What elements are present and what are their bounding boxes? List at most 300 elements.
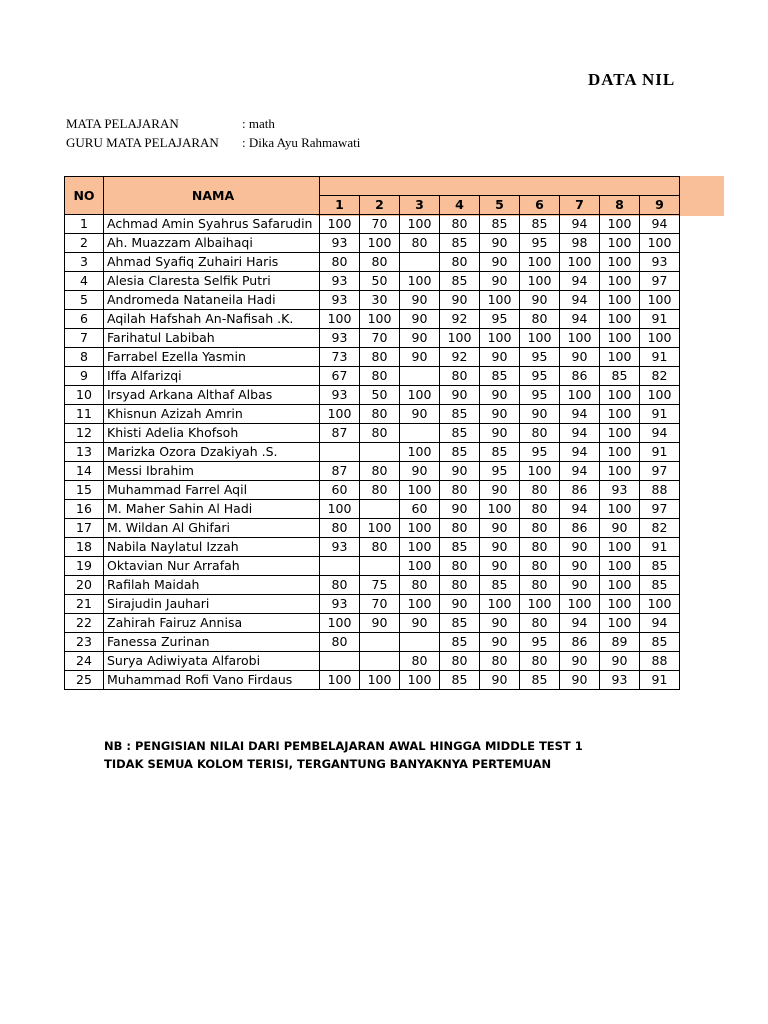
score-cell: 100 bbox=[320, 310, 360, 329]
row-number: 15 bbox=[65, 481, 104, 500]
score-cell: 100 bbox=[600, 595, 640, 614]
score-cell: 80 bbox=[400, 652, 440, 671]
row-number: 16 bbox=[65, 500, 104, 519]
score-cell: 80 bbox=[320, 253, 360, 272]
score-cell: 85 bbox=[520, 671, 560, 690]
table-row bbox=[65, 671, 680, 690]
score-cell: 85 bbox=[440, 424, 480, 443]
score-cell: 100 bbox=[600, 405, 640, 424]
score-cell: 94 bbox=[560, 215, 600, 234]
row-number: 21 bbox=[65, 595, 104, 614]
score-cell: 70 bbox=[360, 215, 400, 234]
score-cell: 60 bbox=[320, 481, 360, 500]
score-cell: 100 bbox=[600, 291, 640, 310]
row-number: 1 bbox=[65, 215, 104, 234]
score-cell: 90 bbox=[400, 405, 440, 424]
score-cell: 70 bbox=[360, 595, 400, 614]
row-number: 18 bbox=[65, 538, 104, 557]
score-cell: 90 bbox=[400, 462, 440, 481]
score-cell: 85 bbox=[440, 405, 480, 424]
score-cell: 100 bbox=[640, 386, 680, 405]
row-number: 2 bbox=[65, 234, 104, 253]
score-cell: 95 bbox=[520, 443, 560, 462]
score-cell bbox=[360, 633, 400, 652]
table-row bbox=[65, 424, 680, 443]
score-cell: 80 bbox=[520, 500, 560, 519]
column-header-7: 7 bbox=[560, 196, 600, 215]
score-cell: 90 bbox=[360, 614, 400, 633]
table-row bbox=[65, 348, 680, 367]
score-cell: 80 bbox=[520, 576, 560, 595]
score-cell: 90 bbox=[400, 329, 440, 348]
score-cell: 93 bbox=[320, 291, 360, 310]
table-row bbox=[65, 291, 680, 310]
score-cell: 90 bbox=[480, 424, 520, 443]
score-cell: 80 bbox=[360, 253, 400, 272]
score-cell: 100 bbox=[400, 443, 440, 462]
subject-line bbox=[66, 116, 275, 132]
student-name: Iffa Alfarizqi bbox=[104, 367, 320, 386]
score-cell: 90 bbox=[480, 614, 520, 633]
score-cell: 100 bbox=[520, 272, 560, 291]
score-cell: 85 bbox=[440, 234, 480, 253]
score-cell: 100 bbox=[640, 234, 680, 253]
score-cell bbox=[400, 633, 440, 652]
score-cell: 100 bbox=[600, 443, 640, 462]
score-cell: 94 bbox=[560, 443, 600, 462]
score-cell: 95 bbox=[480, 310, 520, 329]
student-name: Oktavian Nur Arrafah bbox=[104, 557, 320, 576]
score-cell: 100 bbox=[360, 519, 400, 538]
score-cell bbox=[400, 424, 440, 443]
score-cell: 95 bbox=[520, 633, 560, 652]
table-row bbox=[65, 595, 680, 614]
student-name: Aqilah Hafshah An-Nafisah .K. bbox=[104, 310, 320, 329]
score-cell: 90 bbox=[480, 253, 520, 272]
table-row bbox=[65, 253, 680, 272]
student-name: M. Wildan Al Ghifari bbox=[104, 519, 320, 538]
subject-value: : math bbox=[242, 116, 275, 131]
student-name: Muhammad Farrel Aqil bbox=[104, 481, 320, 500]
table-row bbox=[65, 310, 680, 329]
score-cell: 90 bbox=[480, 481, 520, 500]
score-cell: 94 bbox=[560, 614, 600, 633]
score-cell: 91 bbox=[640, 671, 680, 690]
student-name: Muhammad Rofi Vano Firdaus bbox=[104, 671, 320, 690]
subject-label: MATA PELAJARAN bbox=[66, 116, 179, 131]
score-cell: 100 bbox=[640, 329, 680, 348]
score-cell: 100 bbox=[480, 329, 520, 348]
column-header-6: 6 bbox=[520, 196, 560, 215]
score-cell: 100 bbox=[320, 671, 360, 690]
score-cell: 95 bbox=[520, 367, 560, 386]
score-cell: 90 bbox=[600, 652, 640, 671]
note-line-1: NB : PENGISIAN NILAI DARI PEMBELAJARAN AWAL HINGGA MIDDLE TEST 1 bbox=[104, 739, 583, 753]
column-header-1: 1 bbox=[320, 196, 360, 215]
score-cell: 80 bbox=[440, 652, 480, 671]
score-cell: 93 bbox=[320, 595, 360, 614]
score-cell: 100 bbox=[600, 576, 640, 595]
student-name: Khisnun Azizah Amrin bbox=[104, 405, 320, 424]
row-number: 10 bbox=[65, 386, 104, 405]
score-cell: 92 bbox=[440, 348, 480, 367]
score-cell: 50 bbox=[360, 272, 400, 291]
score-cell: 85 bbox=[600, 367, 640, 386]
score-cell: 80 bbox=[440, 576, 480, 595]
score-cell: 80 bbox=[440, 253, 480, 272]
score-cell: 100 bbox=[600, 538, 640, 557]
score-cell: 97 bbox=[640, 500, 680, 519]
score-cell: 90 bbox=[560, 652, 600, 671]
score-cell: 80 bbox=[320, 576, 360, 595]
score-cell: 95 bbox=[480, 462, 520, 481]
score-cell: 94 bbox=[560, 310, 600, 329]
score-cell: 100 bbox=[600, 329, 640, 348]
score-cell: 80 bbox=[440, 519, 480, 538]
student-name: Marizka Ozora Dzakiyah .S. bbox=[104, 443, 320, 462]
student-name: Fanessa Zurinan bbox=[104, 633, 320, 652]
score-cell: 90 bbox=[400, 310, 440, 329]
score-cell: 50 bbox=[360, 386, 400, 405]
score-cell: 100 bbox=[320, 215, 360, 234]
score-cell: 85 bbox=[440, 272, 480, 291]
column-header-9: 9 bbox=[640, 196, 680, 215]
student-name: Rafilah Maidah bbox=[104, 576, 320, 595]
table-row bbox=[65, 329, 680, 348]
score-cell: 85 bbox=[640, 557, 680, 576]
score-cell: 87 bbox=[320, 462, 360, 481]
score-cell: 80 bbox=[360, 538, 400, 557]
score-cell bbox=[320, 652, 360, 671]
student-name: Messi Ibrahim bbox=[104, 462, 320, 481]
score-cell: 85 bbox=[640, 633, 680, 652]
score-cell: 90 bbox=[560, 348, 600, 367]
score-cell: 90 bbox=[440, 462, 480, 481]
score-cell: 100 bbox=[520, 462, 560, 481]
score-cell: 91 bbox=[640, 348, 680, 367]
score-cell: 90 bbox=[520, 291, 560, 310]
score-cell: 94 bbox=[560, 291, 600, 310]
score-cell: 100 bbox=[560, 386, 600, 405]
table-row bbox=[65, 652, 680, 671]
score-cell: 94 bbox=[640, 215, 680, 234]
score-cell: 98 bbox=[560, 234, 600, 253]
score-cell: 100 bbox=[400, 481, 440, 500]
score-cell: 93 bbox=[320, 386, 360, 405]
table-row bbox=[65, 538, 680, 557]
score-cell: 93 bbox=[600, 671, 640, 690]
student-name: Sirajudin Jauhari bbox=[104, 595, 320, 614]
student-name: Surya Adiwiyata Alfarobi bbox=[104, 652, 320, 671]
score-cell: 80 bbox=[520, 310, 560, 329]
student-name: Ah. Muazzam Albaihaqi bbox=[104, 234, 320, 253]
score-cell: 80 bbox=[320, 519, 360, 538]
score-cell: 90 bbox=[600, 519, 640, 538]
score-cell: 100 bbox=[400, 386, 440, 405]
score-cell: 94 bbox=[640, 424, 680, 443]
table-row bbox=[65, 519, 680, 538]
score-cell: 80 bbox=[440, 481, 480, 500]
note-line-2: TIDAK SEMUA KOLOM TERISI, TERGANTUNG BANYAKNYA PERTEMUAN bbox=[104, 757, 552, 771]
score-cell: 80 bbox=[520, 424, 560, 443]
row-number: 9 bbox=[65, 367, 104, 386]
column-header-8: 8 bbox=[600, 196, 640, 215]
score-cell: 90 bbox=[560, 576, 600, 595]
score-cell: 100 bbox=[600, 386, 640, 405]
score-cell: 100 bbox=[560, 595, 600, 614]
score-cell: 100 bbox=[480, 500, 520, 519]
score-cell: 90 bbox=[520, 405, 560, 424]
table-row bbox=[65, 481, 680, 500]
score-cell: 94 bbox=[560, 272, 600, 291]
row-number: 5 bbox=[65, 291, 104, 310]
score-cell: 85 bbox=[440, 443, 480, 462]
score-cell: 75 bbox=[360, 576, 400, 595]
score-cell: 93 bbox=[640, 253, 680, 272]
score-cell: 100 bbox=[360, 310, 400, 329]
score-cell: 100 bbox=[320, 405, 360, 424]
score-cell bbox=[320, 443, 360, 462]
score-cell: 91 bbox=[640, 538, 680, 557]
score-cell: 90 bbox=[480, 386, 520, 405]
student-name: Nabila Naylatul Izzah bbox=[104, 538, 320, 557]
column-header-2: 2 bbox=[360, 196, 400, 215]
table-row bbox=[65, 272, 680, 291]
score-cell bbox=[400, 367, 440, 386]
table-row bbox=[65, 367, 680, 386]
score-cell: 85 bbox=[480, 215, 520, 234]
row-number: 12 bbox=[65, 424, 104, 443]
score-cell: 90 bbox=[400, 348, 440, 367]
score-cell bbox=[320, 557, 360, 576]
row-number: 17 bbox=[65, 519, 104, 538]
score-cell: 80 bbox=[520, 557, 560, 576]
score-cell: 85 bbox=[480, 576, 520, 595]
grades-table bbox=[64, 176, 680, 690]
score-cell: 85 bbox=[480, 443, 520, 462]
teacher-value: : Dika Ayu Rahmawati bbox=[242, 135, 361, 150]
score-cell: 87 bbox=[320, 424, 360, 443]
score-cell: 94 bbox=[640, 614, 680, 633]
score-cell: 100 bbox=[560, 329, 600, 348]
column-header-name: NAMA bbox=[104, 177, 320, 215]
score-cell: 94 bbox=[560, 405, 600, 424]
score-cell bbox=[360, 500, 400, 519]
score-cell: 90 bbox=[560, 557, 600, 576]
score-cell: 90 bbox=[440, 386, 480, 405]
student-name: Achmad Amin Syahrus Safarudin bbox=[104, 215, 320, 234]
teacher-line bbox=[66, 135, 360, 151]
score-cell: 91 bbox=[640, 310, 680, 329]
column-header-5: 5 bbox=[480, 196, 520, 215]
score-cell bbox=[360, 652, 400, 671]
score-cell: 85 bbox=[480, 367, 520, 386]
row-number: 8 bbox=[65, 348, 104, 367]
score-cell: 60 bbox=[400, 500, 440, 519]
column-header-3: 3 bbox=[400, 196, 440, 215]
student-name: Farihatul Labibah bbox=[104, 329, 320, 348]
score-cell: 91 bbox=[640, 405, 680, 424]
score-cell: 80 bbox=[440, 215, 480, 234]
score-cell: 80 bbox=[360, 405, 400, 424]
score-cell: 100 bbox=[600, 557, 640, 576]
row-number: 7 bbox=[65, 329, 104, 348]
score-cell: 67 bbox=[320, 367, 360, 386]
student-name: Andromeda Nataneila Hadi bbox=[104, 291, 320, 310]
score-cell: 100 bbox=[640, 291, 680, 310]
score-cell: 100 bbox=[600, 348, 640, 367]
row-number: 13 bbox=[65, 443, 104, 462]
score-cell: 90 bbox=[480, 272, 520, 291]
score-cell: 100 bbox=[360, 234, 400, 253]
score-cell: 93 bbox=[320, 234, 360, 253]
table-row bbox=[65, 633, 680, 652]
student-name: Farrabel Ezella Yasmin bbox=[104, 348, 320, 367]
score-cell: 85 bbox=[440, 538, 480, 557]
teacher-label: GURU MATA PELAJARAN bbox=[66, 135, 219, 150]
score-cell: 90 bbox=[440, 500, 480, 519]
score-cell: 90 bbox=[560, 671, 600, 690]
score-cell: 100 bbox=[400, 595, 440, 614]
row-number: 14 bbox=[65, 462, 104, 481]
student-name: M. Maher Sahin Al Hadi bbox=[104, 500, 320, 519]
score-cell: 94 bbox=[560, 424, 600, 443]
score-cell: 80 bbox=[360, 348, 400, 367]
score-cell: 100 bbox=[400, 272, 440, 291]
row-number: 24 bbox=[65, 652, 104, 671]
score-cell: 89 bbox=[600, 633, 640, 652]
score-cell: 97 bbox=[640, 462, 680, 481]
score-cell: 90 bbox=[480, 671, 520, 690]
score-cell: 90 bbox=[480, 538, 520, 557]
score-cell: 93 bbox=[320, 272, 360, 291]
score-cell: 100 bbox=[600, 272, 640, 291]
row-number: 25 bbox=[65, 671, 104, 690]
score-cell: 100 bbox=[640, 595, 680, 614]
score-cell: 80 bbox=[440, 557, 480, 576]
score-cell: 95 bbox=[520, 386, 560, 405]
table-row bbox=[65, 576, 680, 595]
table-row bbox=[65, 443, 680, 462]
score-cell: 95 bbox=[520, 234, 560, 253]
score-cell bbox=[360, 557, 400, 576]
score-cell: 80 bbox=[320, 633, 360, 652]
score-cell: 100 bbox=[600, 614, 640, 633]
score-cell: 100 bbox=[320, 614, 360, 633]
score-cell: 85 bbox=[440, 614, 480, 633]
score-cell: 100 bbox=[480, 595, 520, 614]
score-cell: 82 bbox=[640, 367, 680, 386]
score-cell: 100 bbox=[400, 538, 440, 557]
student-name: Irsyad Arkana Althaf Albas bbox=[104, 386, 320, 405]
score-cell: 100 bbox=[520, 595, 560, 614]
score-cell: 86 bbox=[560, 519, 600, 538]
score-cell: 80 bbox=[360, 462, 400, 481]
score-cell: 90 bbox=[400, 614, 440, 633]
score-cell: 92 bbox=[440, 310, 480, 329]
score-cell: 93 bbox=[600, 481, 640, 500]
score-cell: 30 bbox=[360, 291, 400, 310]
score-cell: 85 bbox=[520, 215, 560, 234]
score-cell: 85 bbox=[440, 671, 480, 690]
student-name: Ahmad Syafiq Zuhairi Haris bbox=[104, 253, 320, 272]
score-cell: 90 bbox=[560, 538, 600, 557]
score-cell: 100 bbox=[400, 519, 440, 538]
score-cell: 91 bbox=[640, 443, 680, 462]
score-cell: 100 bbox=[600, 500, 640, 519]
row-number: 11 bbox=[65, 405, 104, 424]
score-cell: 80 bbox=[520, 481, 560, 500]
score-cell: 80 bbox=[360, 424, 400, 443]
row-number: 6 bbox=[65, 310, 104, 329]
table-row bbox=[65, 462, 680, 481]
score-cell: 80 bbox=[360, 367, 400, 386]
score-cell: 95 bbox=[520, 348, 560, 367]
score-cell: 90 bbox=[480, 633, 520, 652]
score-cell: 100 bbox=[600, 234, 640, 253]
score-cell: 100 bbox=[520, 253, 560, 272]
score-cell: 80 bbox=[400, 576, 440, 595]
score-cell: 100 bbox=[480, 291, 520, 310]
score-cell: 80 bbox=[520, 519, 560, 538]
table-row bbox=[65, 557, 680, 576]
student-name: Zahirah Fairuz Annisa bbox=[104, 614, 320, 633]
score-cell: 94 bbox=[560, 500, 600, 519]
score-cell: 100 bbox=[320, 500, 360, 519]
score-cell: 80 bbox=[520, 614, 560, 633]
table-row bbox=[65, 614, 680, 633]
score-cell: 100 bbox=[600, 310, 640, 329]
column-group-header bbox=[320, 177, 680, 196]
student-name: Alesia Claresta Selfik Putri bbox=[104, 272, 320, 291]
column-header-no: NO bbox=[65, 177, 104, 215]
score-cell: 90 bbox=[480, 405, 520, 424]
score-cell: 86 bbox=[560, 367, 600, 386]
score-cell: 100 bbox=[360, 671, 400, 690]
score-cell: 80 bbox=[520, 652, 560, 671]
grades-body bbox=[65, 215, 680, 690]
score-cell: 90 bbox=[480, 348, 520, 367]
row-number: 20 bbox=[65, 576, 104, 595]
score-cell bbox=[400, 253, 440, 272]
page-title: DATA NIL bbox=[588, 70, 676, 89]
row-number: 19 bbox=[65, 557, 104, 576]
score-cell: 86 bbox=[560, 633, 600, 652]
score-cell: 80 bbox=[440, 367, 480, 386]
row-number: 4 bbox=[65, 272, 104, 291]
score-cell: 90 bbox=[480, 519, 520, 538]
row-number: 22 bbox=[65, 614, 104, 633]
table-row bbox=[65, 405, 680, 424]
score-cell: 90 bbox=[400, 291, 440, 310]
table-row bbox=[65, 215, 680, 234]
column-header-4: 4 bbox=[440, 196, 480, 215]
score-cell: 93 bbox=[320, 329, 360, 348]
table-row bbox=[65, 386, 680, 405]
score-cell: 100 bbox=[400, 671, 440, 690]
score-cell: 86 bbox=[560, 481, 600, 500]
score-cell: 100 bbox=[440, 329, 480, 348]
score-cell: 82 bbox=[640, 519, 680, 538]
score-cell: 100 bbox=[400, 215, 440, 234]
score-cell: 97 bbox=[640, 272, 680, 291]
row-number: 23 bbox=[65, 633, 104, 652]
score-cell: 85 bbox=[440, 633, 480, 652]
score-cell: 100 bbox=[400, 557, 440, 576]
score-cell: 80 bbox=[480, 652, 520, 671]
score-cell: 100 bbox=[600, 424, 640, 443]
score-cell: 90 bbox=[440, 291, 480, 310]
